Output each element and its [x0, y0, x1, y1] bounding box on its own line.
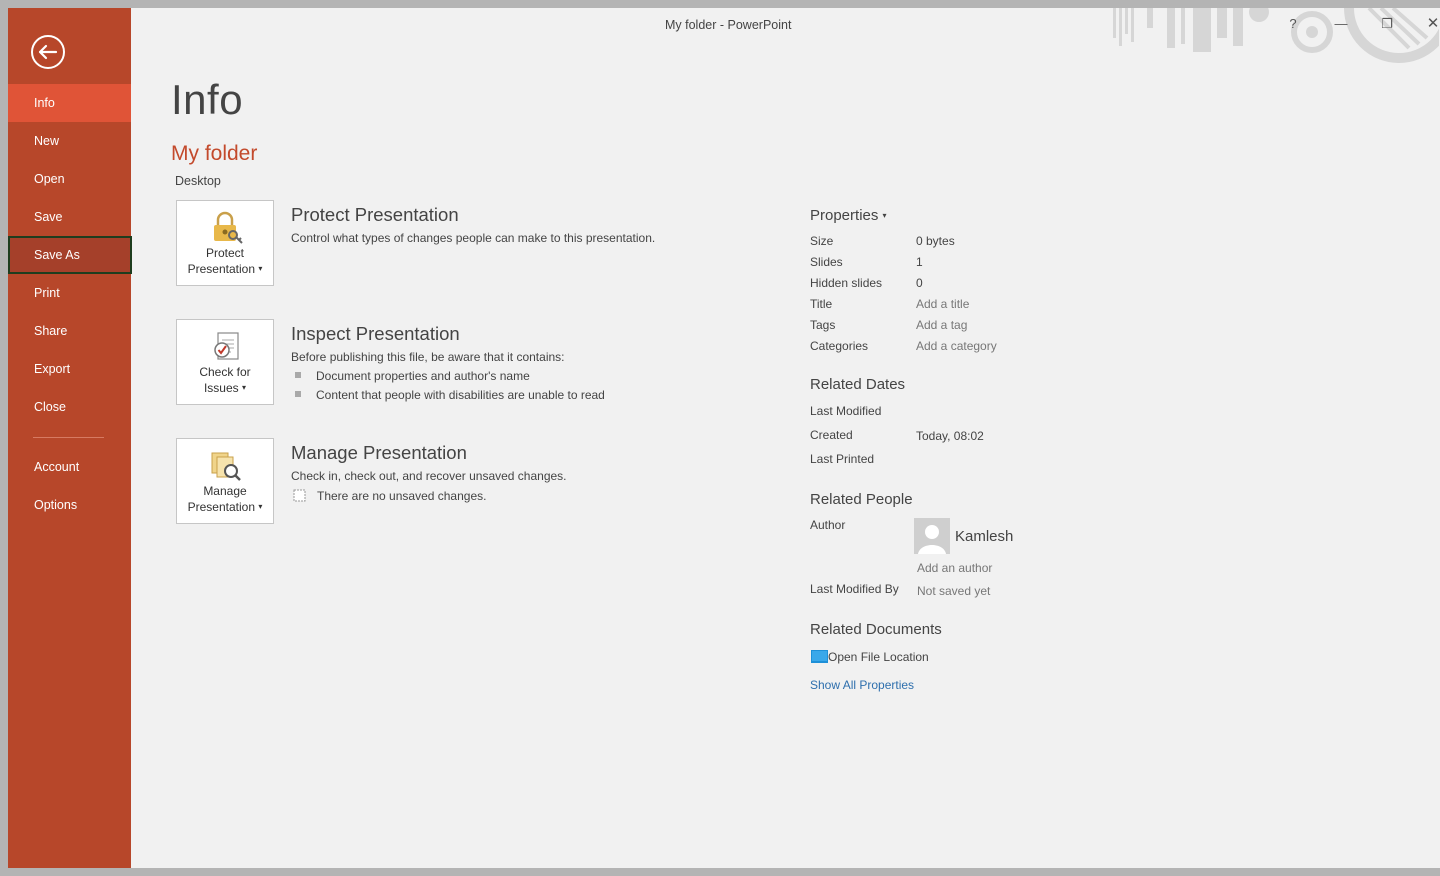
inspect-section-title: Inspect Presentation — [291, 323, 460, 344]
protect-button-line1: Protect — [205, 246, 244, 260]
inspect-bullet: Content that people with disabilities are unable to read — [316, 388, 605, 402]
sidebar-item-info[interactable]: Info — [8, 84, 131, 122]
last-printed-label: Last Printed — [810, 452, 875, 466]
prop-tags-label: Tags — [810, 318, 836, 332]
prop-slides-value: 1 — [916, 255, 923, 269]
prop-title-input[interactable]: Add a title — [916, 297, 970, 311]
prop-slides-label: Slides — [810, 255, 843, 269]
check-button-line2: Issues — [203, 381, 239, 395]
manage-presentation-button[interactable] — [176, 438, 274, 524]
created-label: Created — [810, 428, 853, 442]
prop-tags-input[interactable]: Add a tag — [916, 318, 968, 332]
show-all-properties-link[interactable]: Show All Properties — [810, 678, 915, 692]
bullet-icon — [295, 372, 301, 378]
title-bar — [131, 8, 1440, 44]
properties-header[interactable] — [810, 207, 887, 224]
prop-title-label: Title — [810, 297, 833, 311]
person-icon — [914, 518, 950, 554]
protect-presentation-button[interactable] — [176, 200, 274, 286]
bullet-icon — [295, 391, 301, 397]
window-title: My folder - PowerPoint — [665, 18, 792, 32]
add-author-input[interactable]: Add an author — [917, 561, 993, 575]
prop-categories-input[interactable]: Add a category — [916, 339, 997, 353]
minimize-button[interactable]: — — [1334, 16, 1348, 31]
prop-size-label: Size — [810, 234, 834, 248]
sidebar-divider — [33, 437, 104, 438]
documents-search-icon — [209, 449, 243, 483]
sidebar-item-account[interactable]: Account — [34, 460, 80, 474]
folder-icon — [811, 650, 828, 663]
open-file-location-link[interactable] — [811, 650, 929, 664]
protect-button-line2: Presentation — [187, 262, 256, 276]
prop-hidden-slides-value: 0 — [916, 276, 923, 290]
sidebar-item-close[interactable]: Close — [34, 400, 66, 414]
chevron-down-icon: ▾ — [258, 502, 263, 511]
sidebar-item-export[interactable]: Export — [34, 362, 71, 376]
sidebar-item-share[interactable]: Share — [34, 324, 68, 338]
back-arrow-icon — [30, 34, 66, 70]
last-modified-by-value: Not saved yet — [917, 584, 991, 598]
author-label: Author — [810, 518, 846, 532]
manage-button-line1: Manage — [203, 484, 247, 498]
document-check-icon — [209, 330, 243, 364]
chevron-down-icon: ▾ — [882, 211, 887, 220]
avatar[interactable] — [914, 518, 950, 554]
backstage-sidebar — [8, 8, 131, 868]
last-modified-label: Last Modified — [810, 404, 882, 418]
restore-button[interactable]: ❐ — [1381, 16, 1393, 31]
properties-header-label: Properties — [810, 207, 879, 224]
last-modified-by-label: Last Modified By — [810, 582, 899, 596]
lock-key-icon — [209, 211, 243, 245]
related-people-header: Related People — [810, 491, 913, 508]
prop-categories-label: Categories — [810, 339, 869, 353]
author-name[interactable]: Kamlesh — [955, 528, 1014, 545]
protect-section-description: Control what types of changes people can make to this presentation. — [291, 231, 656, 245]
created-value: Today, 08:02 — [916, 429, 984, 443]
manage-section-title: Manage Presentation — [291, 442, 467, 463]
open-file-location-label: Open File Location — [828, 650, 929, 664]
sidebar-item-save-as[interactable]: Save As — [8, 236, 132, 274]
manage-section-description: Check in, check out, and recover unsaved changes. — [291, 469, 567, 483]
sidebar-item-new[interactable]: New — [34, 134, 60, 148]
sidebar-item-save[interactable]: Save — [34, 210, 63, 224]
sidebar-item-open[interactable]: Open — [34, 172, 65, 186]
prop-hidden-slides-label: Hidden slides — [810, 276, 883, 290]
help-button[interactable]: ? — [1289, 16, 1297, 31]
related-documents-header: Related Documents — [810, 621, 942, 638]
back-button[interactable] — [30, 34, 66, 70]
inspect-section-description: Before publishing this file, be aware that it contains: — [291, 350, 565, 364]
sidebar-item-print[interactable]: Print — [34, 286, 60, 300]
document-name: My folder — [171, 142, 258, 165]
document-location[interactable]: Desktop — [175, 174, 221, 188]
check-button-line1: Check for — [199, 365, 251, 379]
prop-size-value: 0 bytes — [916, 234, 955, 248]
manage-button-line2: Presentation — [187, 500, 256, 514]
unsaved-document-icon — [293, 489, 306, 502]
chevron-down-icon: ▾ — [242, 383, 247, 392]
close-window-button[interactable]: ✕ — [1426, 15, 1440, 32]
check-for-issues-button[interactable] — [176, 319, 274, 405]
inspect-bullet: Document properties and author's name — [316, 369, 530, 383]
protect-section-title: Protect Presentation — [291, 204, 459, 225]
powerpoint-window — [8, 8, 1440, 868]
unsaved-changes-note: There are no unsaved changes. — [317, 489, 487, 503]
sidebar-item-options[interactable]: Options — [34, 498, 78, 512]
related-dates-header: Related Dates — [810, 376, 906, 393]
chevron-down-icon: ▾ — [258, 264, 263, 273]
page-title: Info — [171, 76, 244, 123]
